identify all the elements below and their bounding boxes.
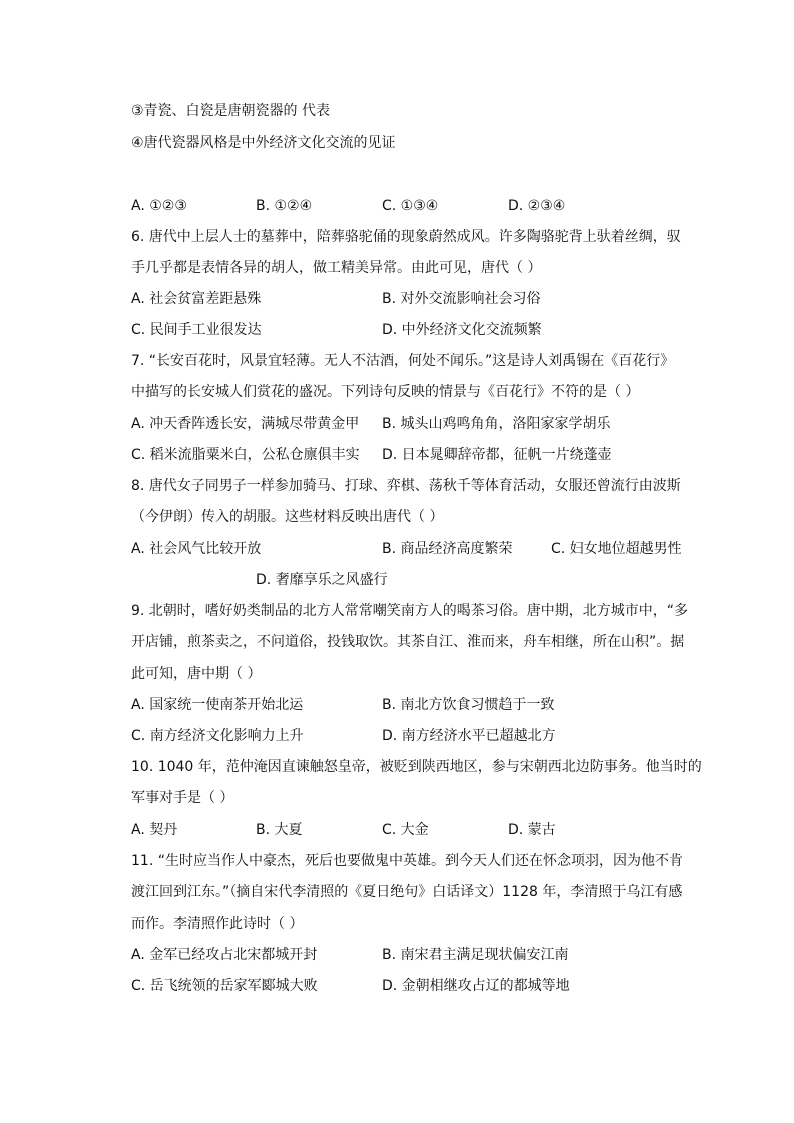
q6-option-b: B. 对外交流影响社会习俗 [382, 291, 541, 307]
q6-option-a: A. 社会贫富差距悬殊 [131, 291, 262, 307]
q7-option-a: A. 冲天香阵透长安，满城尽带黄金甲 [131, 416, 360, 432]
q8-option-c: C. 妇女地位超越男性 [551, 541, 682, 557]
q5-option-c: C. ①③④ [382, 198, 439, 214]
q10-option-c: C. 大金 [382, 822, 429, 838]
q9-option-a: A. 国家统一使南茶开始北运 [131, 697, 304, 713]
q9-option-b: B. 南北方饮食习惯趋于一致 [382, 697, 555, 713]
q8-stem-line-1: 8. 唐代女子同男子一样参加骑马、打球、弈棋、荡秋千等体育活动，女服还曾流行由波斯 [131, 478, 681, 494]
q11-option-a: A. 金军已经攻占北宋都城开封 [131, 947, 318, 963]
q6-option-c: C. 民间手工业很发达 [131, 322, 262, 338]
q9-stem-line-3: 此可知，唐中期（ ） [131, 666, 262, 682]
q11-option-d: D. 金朝相继攻占辽的都城等地 [382, 978, 570, 994]
q9-option-c: C. 南方经济文化影响力上升 [131, 728, 304, 744]
q11-stem-line-3: 而作。李清照作此诗时（ ） [131, 916, 304, 932]
q7-option-c: C. 稻米流脂粟米白，公私仓廪俱丰实 [131, 447, 360, 463]
q5-option-d: D. ②③④ [508, 198, 566, 214]
q7-option-b: B. 城头山鸡鸣角角，洛阳家家学胡乐 [382, 416, 611, 432]
q10-stem-line-1: 10. 1040 年，范仲淹因直谏触怒皇帝，被贬到陕西地区，参与宋朝西北边防事务。他当时的 [131, 759, 702, 775]
q5-option-b: B. ①②④ [256, 198, 313, 214]
statement-3: ③青瓷、白瓷是唐朝瓷器的 代表 [131, 103, 331, 119]
q11-stem-line-1: 11. “生时应当作人中豪杰，死后也要做鬼中英雄。到今天人们还在怀念项羽，因为他不肯 [131, 853, 683, 869]
statement-4: ④唐代瓷器风格是中外经济文化交流的见证 [131, 135, 396, 151]
q10-stem-line-2: 军事对手是（ ） [131, 790, 234, 806]
q5-option-a: A. ①②③ [131, 198, 187, 214]
q7-option-d: D. 日本晁卿辞帝都，征帆一片绕蓬壶 [382, 447, 612, 463]
q8-option-a: A. 社会风气比较开放 [131, 541, 262, 557]
q7-stem-line-2: 中描写的长安城人们赏花的盛况。下列诗句反映的情景与《百花行》不符的是（ ） [131, 384, 640, 400]
q6-option-d: D. 中外经济文化交流频繁 [382, 322, 542, 338]
q9-option-d: D. 南方经济水平已超越北方 [382, 728, 556, 744]
q7-stem-line-1: 7. “长安百花时，风景宜轻薄。无人不沽酒，何处不闻乐。”这是诗人刘禹锡在《百花行》 [131, 353, 675, 369]
q8-stem-line-2: （今伊朗）传入的胡服。这些材料反映出唐代（ ） [131, 509, 444, 525]
q10-option-b: B. 大夏 [256, 822, 303, 838]
q9-stem-line-1: 9. 北朝时，嗜好奶类制品的北方人常常嘲笑南方人的喝茶习俗。唐中期，北方城市中，“多 [131, 603, 689, 619]
q8-option-b: B. 商品经济高度繁荣 [382, 541, 513, 557]
q6-stem-line-2: 手几乎都是表情各异的胡人，做工精美异常。由此可见，唐代（ ） [131, 260, 542, 276]
q8-option-d: D. 奢靡享乐之风盛行 [256, 572, 388, 588]
q10-option-d: D. 蒙古 [508, 822, 556, 838]
q11-stem-line-2: 渡江回到江东。”（摘自宋代李清照的《夏日绝句》白话译文）1128 年，李清照于乌江有感 [131, 884, 683, 900]
q11-option-b: B. 南宋君主满足现状偏安江南 [382, 947, 569, 963]
q6-stem-line-1: 6. 唐代中上层人士的墓葬中，陪葬骆驼俑的现象蔚然成风。许多陶骆驼背上驮着丝绸，驭 [131, 229, 681, 245]
q11-option-c: C. 岳飞统领的岳家军郾城大败 [131, 978, 318, 994]
q9-stem-line-2: 开店铺，煎茶卖之，不问道俗，投钱取饮。其茶自江、淮而来，舟车相继，所在山积”。据 [131, 634, 685, 650]
q10-option-a: A. 契丹 [131, 822, 178, 838]
